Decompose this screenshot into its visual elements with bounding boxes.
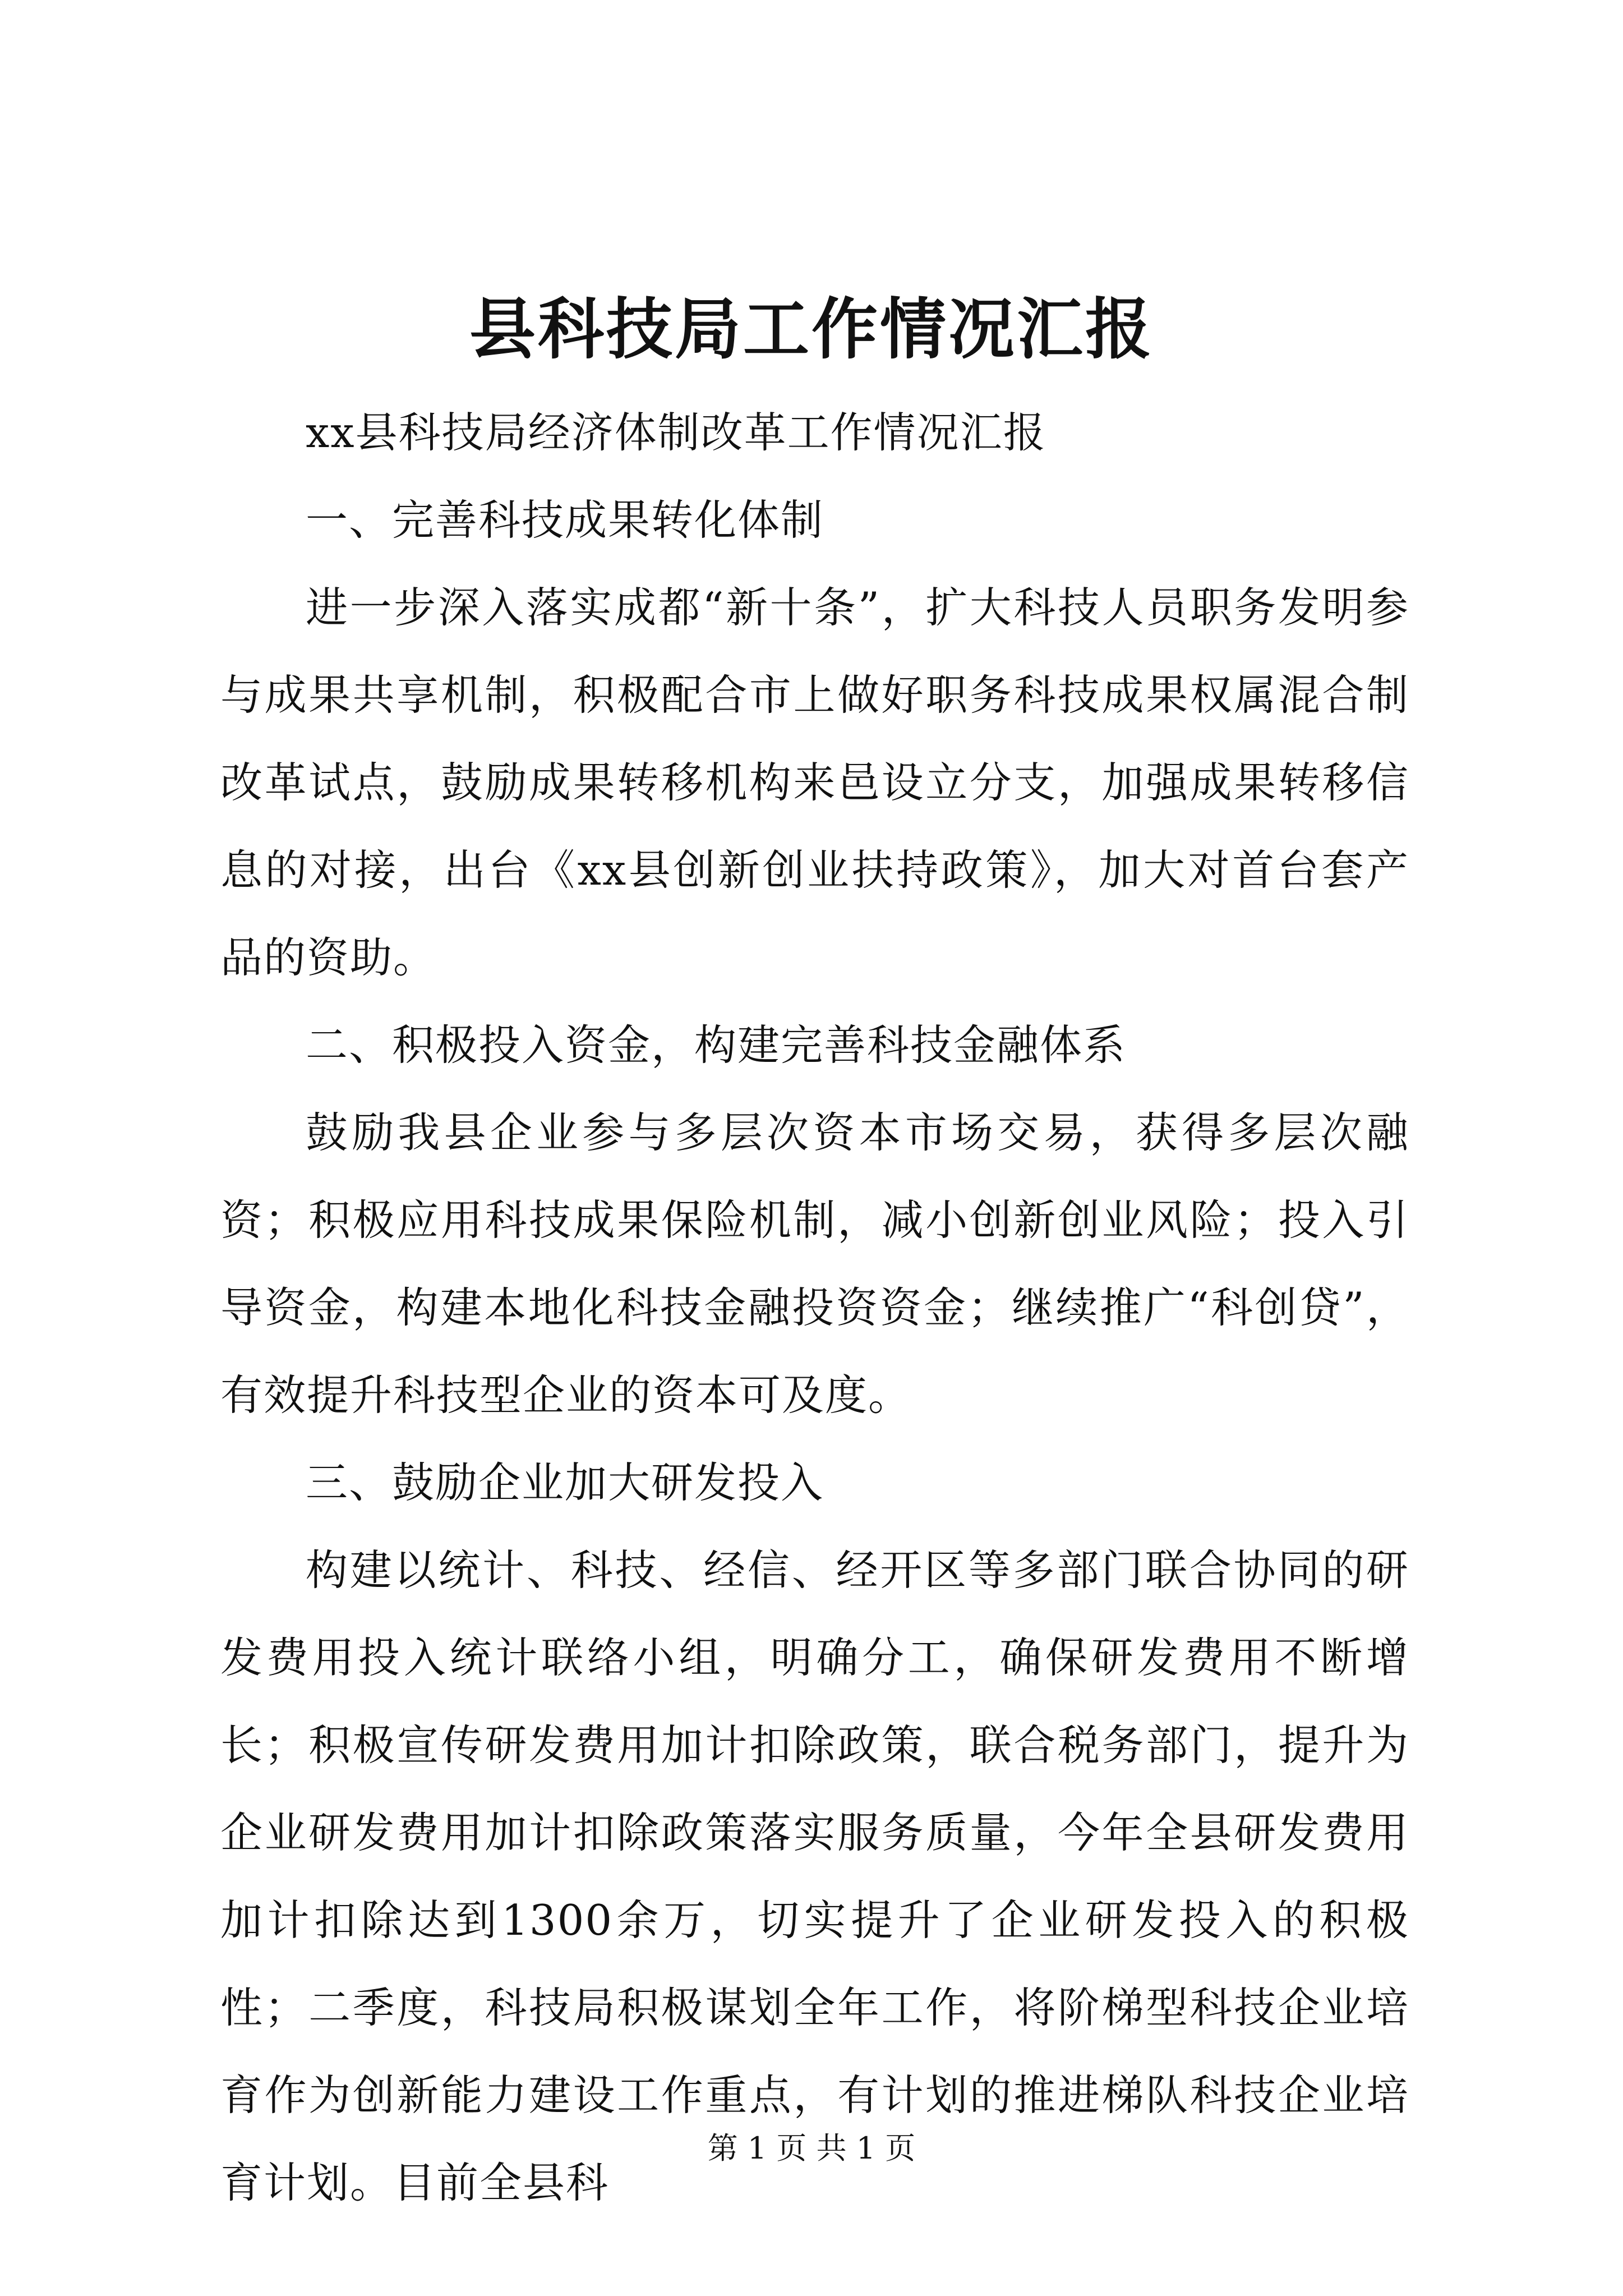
section-heading-2: 二、积极投入资金，构建完善科技金融体系	[306, 1020, 1127, 1070]
document-body	[220, 389, 1409, 2226]
section-heading-3: 三、鼓励企业加大研发投入	[306, 1458, 824, 1507]
section-body-2: 鼓励我县企业参与多层次资本市场交易，获得多层次融资；积极应用科技成果保险机制，减小创新创业风险；投入引导资金，构建本地化科技金融投资资金；继续推广“科创贷”，有效提升科技型企业的资本可及度。	[220, 1108, 1409, 1420]
section-body-3: 构建以统计、科技、经信、经开区等多部门联合协同的研发费用投入统计联络小组，明确分工，确保研发费用不断增长；积极宣传研发费用加计扣除政策，联合税务部门，提升为企业研发费用加计扣除政策落实服务质量，今年全县研发费用加计扣除达到1300余万，切实提升了企业研发投入的积极性；二季度，科技局积极谋划全年工作，将阶梯型科技企业培育作为创新能力建设工作重点，有计划的推进梯队科技企业培育计划。目前全县科	[220, 1545, 1409, 2207]
page-footer: 第 1 页 共 1 页	[707, 2131, 916, 2166]
report-subtitle-paragraph: xx县科技局经济体制改革工作情况汇报	[306, 408, 1046, 457]
document-title: 县科技局工作情况汇报	[469, 290, 1154, 368]
section-heading-1: 一、完善科技成果转化体制	[306, 495, 824, 545]
section-body-1: 进一步深入落实成都“新十条”，扩大科技人员职务发明参与成果共享机制，积极配合市上做好职务科技成果权属混合制改革试点，鼓励成果转移机构来邑设立分支，加强成果转移信息的对接，出台《xx县创新创业扶持政策》，加大对首台套产品的资助。	[220, 583, 1409, 982]
